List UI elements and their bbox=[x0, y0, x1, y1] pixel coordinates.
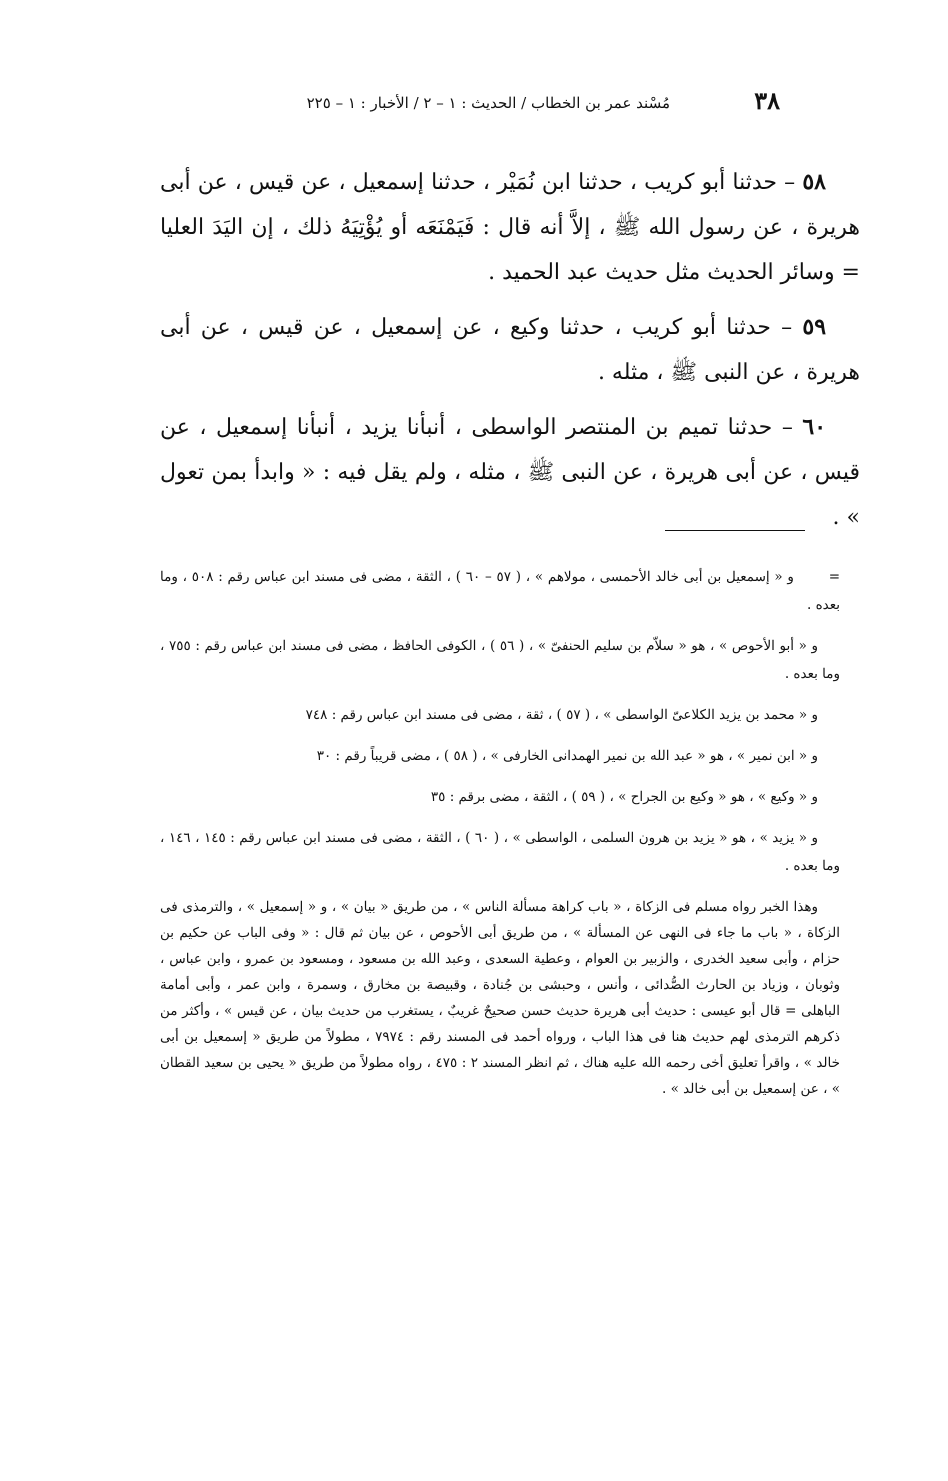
footnote: و « محمد بن يزيد الكلاعىّ الواسطى » ، ( ٥٧ ) ، ثقة ، مضى فى مسند ابن عباس رقم : ٧٤٨ bbox=[305, 707, 818, 723]
footnote bbox=[160, 563, 840, 619]
hadith-text: – حدثنا أبو كريب ، حدثنا وكيع ، عن إسمعيل ، عن قيس ، عن أبى هريرة ، عن النبى ﷺ ، مثله . bbox=[160, 315, 860, 385]
footnote-divider bbox=[665, 530, 805, 531]
hadith-58 bbox=[160, 160, 860, 295]
commentary-paragraph: وهذا الخبر رواه مسلم فى الزكاة ، « باب كراهة مسألة الناس » ، من طريق « بيان » ، و « إسمعيل » ، والترمذى فى الزكاة ، « باب ما جاء فى النهى عن المسألة » ، من طريق أبى الأحوص ، عن بيان ثم قال : « وفى الباب عن حكيم بن حزام ، وأبى سعيد الخدرى ، والزبير بن العوام ، وعطية السعدى ، وعبد الله بن مسعود ، ومسعود بن عمرو ، وابن عباس ، وثوبان ، وزياد بن الحارث الصُّدائى ، وأنس ، وحبشى بن جُنادة ، وقبيصة بن مخارق ، وسمرة ، وابن عمر ، وأبى أمامة الباهلى = قال أبو عيسى : حديث أبى هريرة حديث حسن صحيحٌ غريبٌ ، يستغرب من حديث بيان ، عن قيس » ، وأكثر من ذكرهم الترمذى لهم حديث هنا فى هذا الباب ، ورواه أحمد فى المسند رقم : ٧٩٧٤ ، مطولاً من طريق « إسمعيل بن أبى خالد » ، واقرأ تعليق أخى رحمه الله عليه هناك ، ثم انظر المسند ٢ : ٤٧٥ ، رواه مطولاً من طريق « يحيى بن سعيد القطان » ، عن إسمعيل بن أبى خالد » . bbox=[160, 899, 840, 1097]
hadith-number: ٥٨ bbox=[802, 169, 826, 195]
hadith-text: – حدثنا أبو كريب ، حدثنا ابن نُمَيْر ، حدثنا إسمعيل ، عن قيس ، عن أبى هريرة ، عن رسول الله ﷺ ، إلاَّ أنه قال : فَيَمْنَعَه أو يُؤْتِيَهُ ذلك ، إن اليَدَ العليا = وسائر الحديث مثل حديث عبد الحميد . bbox=[160, 170, 860, 285]
hadith-number: ٥٩ bbox=[802, 314, 827, 340]
hadith-body bbox=[160, 160, 860, 550]
footnote: و « ابن نمير » ، هو « عبد الله بن نمير الهمدانى الخارفى » ، ( ٥٨ ) ، مضى قريباً رقم : ٣٠ bbox=[316, 748, 818, 764]
footnote: و « أبو الأحوص » ، هو « سلاّم بن سليم الحنفىّ » ، ( ٥٦ ) ، الكوفى الحافظ ، مضى فى مسند ابن عباس رقم : ٧٥٥ ، وما بعده . bbox=[160, 638, 840, 682]
hadith-59 bbox=[160, 305, 860, 395]
footnote: و « يزيد » ، هو « يزيد بن هرون السلمى ، الواسطى » ، ( ٦٠ ) ، الثقة ، مضى فى مسند ابن عباس رقم : ١٤٥ ، ١٤٦ ، وما بعده . bbox=[160, 830, 840, 874]
hadith-text: – حدثنا تميم بن المنتصر الواسطى ، أنبأنا يزيد ، أنبأنا إسمعيل ، عن قيس ، عن أبى هريرة ، عن النبى ﷺ ، مثله ، ولم يقل فيه : « وابدأ بمن تعول » . bbox=[160, 415, 860, 530]
footnotes bbox=[160, 563, 840, 1116]
running-title: مُسْند عمر بن الخطاب / الحديث : ١ – ٢ / الأخبار : ١ – ٢٢٥ bbox=[306, 94, 670, 112]
continuation-mark: = bbox=[828, 569, 840, 585]
footnote-text: و « إسمعيل بن أبى خالد الأحمسى ، مولاهم » ، ( ٥٧ – ٦٠ ) ، الثقة ، مضى فى مسند ابن عباس رقم : ٥٠٨ ، وما بعده . bbox=[160, 569, 840, 613]
hadith-60 bbox=[160, 405, 860, 540]
hadith-number: ٦٠ bbox=[802, 414, 827, 440]
page-number: ٣٨ bbox=[754, 86, 780, 115]
footnote: و « وكيع » ، هو « وكيع بن الجراح » ، ( ٥٩ ) ، الثقة ، مضى برقم : ٣٥ bbox=[430, 789, 818, 805]
page-header bbox=[240, 86, 780, 126]
